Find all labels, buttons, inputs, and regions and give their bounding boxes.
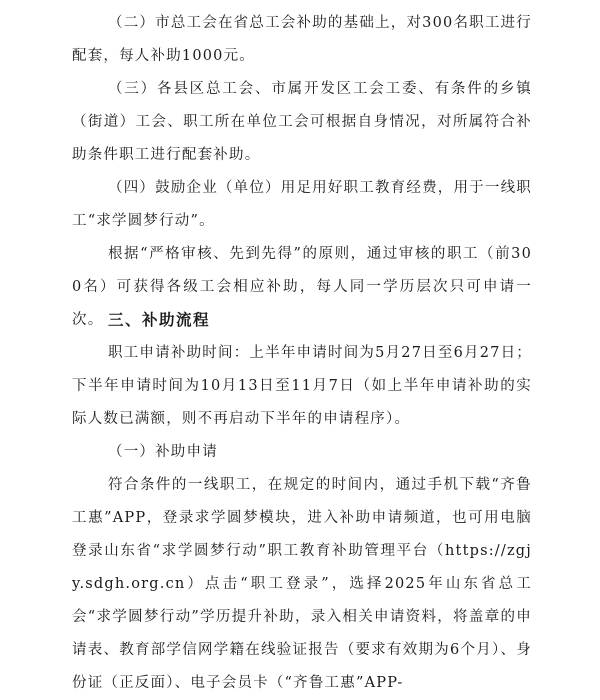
paragraph-enterprise-funding: （四）鼓励企业（单位）用足用好职工教育经费，用于一线职工“求学圆梦行动”。: [72, 180, 532, 229]
paragraph-application-time: 职工申请补助时间：上半年申请时间为5月27日至6月27日；下半年申请时间为10月13日至11月7日（如上半年申请补助的实际人数已满额，则不再启动下半年的申请程序）。: [72, 345, 532, 427]
paragraph-city-union-subsidy: （二）市总工会在省总工会补助的基础上，对300名职工进行配套，每人补助1000元。: [72, 15, 532, 64]
paragraph-county-union-subsidy: （三）各县区总工会、市属开发区工会工委、有条件的乡镇（街道）工会、职工所在单位工会可根据自身情况，对所属符合补助条件职工进行配套补助。: [72, 81, 532, 163]
paragraph-review-principle: 根据“严格审核、先到先得”的原则，通过审核的职工（前300名）可获得各级工会相应补助，每人同一学历层次只可申请一次。: [72, 246, 532, 328]
subheading-application: （一）补助申请: [108, 444, 218, 460]
paragraph-application-steps: 符合条件的一线职工，在规定的时间内，通过手机下载“齐鲁工惠”APP，登录求学圆梦模块，进入补助申请频道，也可用电脑登录山东省“求学圆梦行动”职工教育补助管理平台（https://zgjy.sdgh.org.cn）点击“职工登录”，选择2025年山东省总工会“求学圆梦行动”学历提升补助，录入相关申请资料，将盖章的申请表、教育部学信网学籍在线验证报告（要求有效期为6个月）、身份证（正反面）、电子会员卡（“齐鲁工惠”APP-: [72, 477, 532, 691]
section-heading: 三、补助流程: [108, 311, 211, 329]
